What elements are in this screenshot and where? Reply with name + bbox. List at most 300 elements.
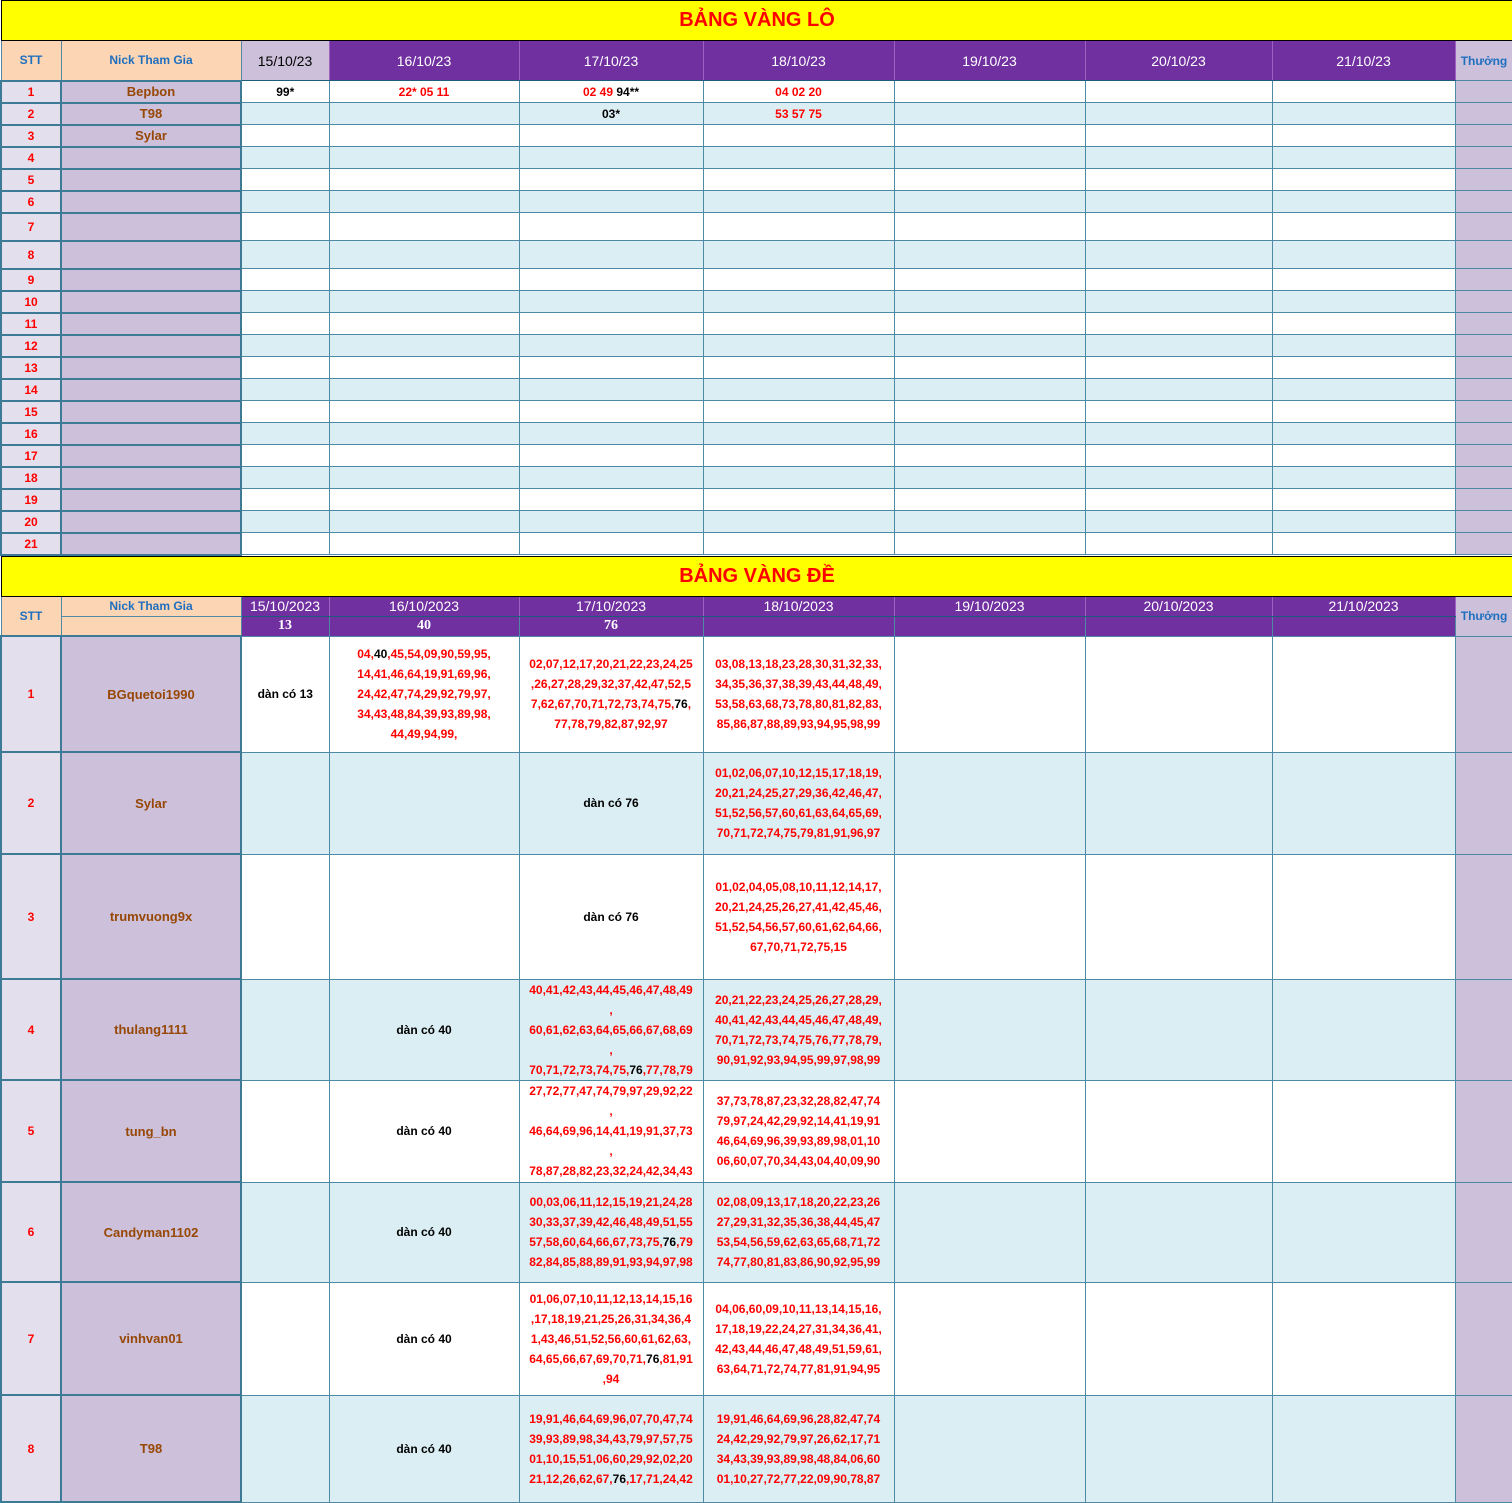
lo-day-cell[interactable] — [703, 533, 894, 555]
lo-stt-cell: 12 — [1, 335, 61, 357]
lo-day-cell[interactable] — [894, 103, 1085, 125]
de-day-cell[interactable] — [241, 854, 329, 979]
lo-day-cell[interactable] — [241, 533, 329, 555]
de-day-cell[interactable] — [329, 752, 519, 854]
lo-day-cell[interactable] — [519, 147, 703, 169]
lo-day-cell[interactable] — [1272, 81, 1455, 103]
lo-day-cell[interactable] — [1272, 313, 1455, 335]
lo-nick-cell[interactable] — [61, 379, 241, 401]
lo-day-cell[interactable] — [894, 467, 1085, 489]
de-day-cell[interactable] — [329, 854, 519, 979]
lo-day-cell[interactable] — [241, 291, 329, 313]
lo-day-cell[interactable] — [329, 169, 519, 191]
lo-day-cell[interactable] — [1085, 489, 1272, 511]
de-day-cell[interactable] — [1272, 979, 1455, 1080]
lo-day-cell[interactable] — [703, 125, 894, 147]
de-day-cell[interactable] — [703, 752, 894, 854]
lo-thuong-cell[interactable] — [1455, 511, 1512, 533]
lo-nick-cell[interactable] — [61, 291, 241, 313]
lo-row — [1, 489, 1512, 511]
de-header-date: 16/10/2023 — [329, 596, 519, 616]
lo-day-cell[interactable] — [894, 335, 1085, 357]
cell-text: 57,58,60,64,66,67,73,75, — [529, 1235, 662, 1249]
lo-thuong-cell[interactable] — [1455, 313, 1512, 335]
de-day-cell[interactable] — [1272, 1282, 1455, 1395]
de-thuong-cell[interactable] — [1455, 636, 1512, 752]
lo-day-cell[interactable] — [703, 445, 894, 467]
de-thuong-cell[interactable] — [1455, 752, 1512, 854]
lo-day-cell[interactable] — [703, 357, 894, 379]
lo-nick-cell[interactable] — [61, 357, 241, 379]
lo-day-cell[interactable] — [894, 147, 1085, 169]
lo-nick-cell[interactable] — [61, 445, 241, 467]
de-thuong-cell[interactable] — [1455, 1182, 1512, 1282]
de-day-cell[interactable] — [519, 1080, 703, 1182]
lo-day-cell[interactable] — [519, 191, 703, 213]
lo-day-cell[interactable] — [703, 401, 894, 423]
lo-day-cell[interactable] — [1272, 291, 1455, 313]
lo-day-cell[interactable] — [1272, 191, 1455, 213]
lo-day-cell[interactable] — [1085, 357, 1272, 379]
de-nick-cell[interactable]: T98 — [61, 1395, 241, 1502]
de-nick-cell[interactable]: BGquetoi1990 — [61, 636, 241, 752]
lo-day-cell[interactable] — [703, 81, 894, 103]
lo-day-cell[interactable] — [1272, 379, 1455, 401]
lo-nick-cell[interactable] — [61, 489, 241, 511]
lo-day-cell[interactable] — [703, 379, 894, 401]
lo-day-cell[interactable] — [894, 81, 1085, 103]
de-thuong-cell[interactable] — [1455, 1395, 1512, 1502]
lo-day-cell[interactable] — [241, 313, 329, 335]
lo-day-cell[interactable] — [894, 125, 1085, 147]
lo-thuong-cell[interactable] — [1455, 147, 1512, 169]
lo-day-cell[interactable] — [703, 291, 894, 313]
lo-nick-cell[interactable] — [61, 169, 241, 191]
lo-thuong-cell[interactable] — [1455, 445, 1512, 467]
lo-nick-cell[interactable] — [61, 533, 241, 555]
de-day-cell[interactable] — [1085, 636, 1272, 752]
de-day-cell[interactable] — [519, 1395, 703, 1502]
de-row — [1, 979, 1512, 1080]
lo-day-cell[interactable] — [1085, 147, 1272, 169]
lo-thuong-cell[interactable] — [1455, 213, 1512, 241]
lo-day-cell[interactable] — [1085, 269, 1272, 291]
lo-stt-cell: 10 — [1, 291, 61, 313]
lo-day-cell[interactable] — [1272, 103, 1455, 125]
lo-day-cell[interactable] — [329, 213, 519, 241]
lo-day-cell[interactable] — [1272, 467, 1455, 489]
lo-day-cell[interactable] — [703, 269, 894, 291]
lo-nick-cell[interactable] — [61, 241, 241, 269]
de-day-cell[interactable] — [241, 979, 329, 1080]
lo-day-cell[interactable] — [329, 147, 519, 169]
lo-day-cell[interactable] — [894, 241, 1085, 269]
de-day-cell[interactable] — [241, 1080, 329, 1182]
de-day-cell[interactable] — [1085, 1282, 1272, 1395]
lo-day-cell[interactable] — [1085, 169, 1272, 191]
cell-text: 27,72,77,47,74,79,97,29,92,22 — [529, 1084, 692, 1098]
de-day-cell[interactable] — [1272, 1182, 1455, 1282]
lo-thuong-cell[interactable] — [1455, 269, 1512, 291]
lo-day-cell[interactable] — [519, 81, 703, 103]
lo-day-cell[interactable] — [519, 103, 703, 125]
lo-day-cell[interactable] — [519, 125, 703, 147]
de-nick-cell[interactable]: tung_bn — [61, 1080, 241, 1182]
lo-row — [1, 125, 1512, 147]
cell-text: 40 — [374, 647, 387, 661]
cell-text: 27,29,31,32,35,36,38,44,45,47 — [717, 1215, 880, 1229]
lo-day-cell[interactable] — [1272, 147, 1455, 169]
lo-day-cell[interactable] — [1085, 81, 1272, 103]
lo-day-cell[interactable] — [241, 81, 329, 103]
lo-day-cell[interactable] — [1272, 169, 1455, 191]
lo-day-cell[interactable] — [329, 357, 519, 379]
lo-day-cell[interactable] — [894, 379, 1085, 401]
de-day-cell[interactable] — [894, 1282, 1085, 1395]
de-day-cell[interactable] — [241, 1182, 329, 1282]
lo-day-cell[interactable] — [329, 241, 519, 269]
lo-thuong-cell[interactable] — [1455, 291, 1512, 313]
lo-day-cell[interactable] — [241, 191, 329, 213]
cell-text: 67,70,71,72,75,15 — [750, 940, 847, 954]
lo-day-cell[interactable] — [241, 169, 329, 191]
lo-day-cell[interactable] — [703, 213, 894, 241]
de-day-cell[interactable] — [329, 1080, 519, 1182]
lo-day-cell[interactable] — [1085, 423, 1272, 445]
de-header-nick: Nick Tham Gia — [61, 596, 241, 616]
lo-row — [1, 213, 1512, 241]
lo-day-cell[interactable] — [1085, 213, 1272, 241]
lo-day-cell[interactable] — [519, 423, 703, 445]
de-result-value — [894, 616, 1085, 636]
de-day-cell[interactable] — [519, 854, 703, 979]
lo-day-cell[interactable] — [703, 489, 894, 511]
lo-day-cell[interactable] — [519, 379, 703, 401]
de-result-value — [1085, 616, 1272, 636]
de-day-cell[interactable] — [1272, 1395, 1455, 1502]
lo-day-cell[interactable] — [703, 313, 894, 335]
lo-day-cell[interactable] — [329, 489, 519, 511]
de-day-cell[interactable] — [703, 1395, 894, 1502]
de-day-cell[interactable] — [519, 1282, 703, 1395]
lo-day-cell[interactable] — [1085, 533, 1272, 555]
lo-day-cell[interactable] — [329, 125, 519, 147]
de-day-cell[interactable] — [894, 636, 1085, 752]
lo-row — [1, 191, 1512, 213]
de-day-cell[interactable] — [1085, 752, 1272, 854]
lo-day-cell[interactable] — [329, 401, 519, 423]
lo-day-cell[interactable] — [241, 335, 329, 357]
lo-nick-cell[interactable] — [61, 191, 241, 213]
lo-header-date: 16/10/23 — [329, 41, 519, 81]
lo-day-cell[interactable] — [329, 533, 519, 555]
de-nick-cell[interactable]: Sylar — [61, 752, 241, 854]
lo-day-cell[interactable] — [894, 423, 1085, 445]
lo-day-cell[interactable] — [329, 269, 519, 291]
de-day-cell[interactable] — [703, 979, 894, 1080]
cell-text: 02,08,09,13,17,18,20,22,23,26 — [717, 1195, 880, 1209]
de-thuong-cell[interactable] — [1455, 1080, 1512, 1182]
cell-text: 19,91,46,64,69,96,28,82,47,74 — [717, 1412, 880, 1426]
lo-day-cell[interactable] — [519, 489, 703, 511]
de-thuong-cell[interactable] — [1455, 979, 1512, 1080]
lo-day-cell[interactable] — [894, 213, 1085, 241]
lo-nick-cell[interactable]: Sylar — [61, 125, 241, 147]
lo-day-cell[interactable] — [703, 423, 894, 445]
lo-day-cell[interactable] — [519, 401, 703, 423]
de-day-cell[interactable] — [1085, 1080, 1272, 1182]
lo-day-cell[interactable] — [703, 335, 894, 357]
lo-nick-cell[interactable] — [61, 313, 241, 335]
lo-thuong-cell[interactable] — [1455, 401, 1512, 423]
lo-stt-cell: 4 — [1, 147, 61, 169]
de-day-cell[interactable] — [329, 1395, 519, 1502]
lo-day-cell[interactable] — [894, 401, 1085, 423]
lo-day-cell[interactable] — [1272, 357, 1455, 379]
lo-day-cell[interactable] — [241, 489, 329, 511]
cell-text: ,17,71,24,42 — [626, 1472, 693, 1486]
lo-day-cell[interactable] — [1085, 511, 1272, 533]
lo-day-cell[interactable] — [894, 291, 1085, 313]
de-header-date: 15/10/2023 — [241, 596, 329, 616]
cell-text: 01,02,04,05,08,10,11,12,14,17, — [715, 880, 881, 894]
lo-thuong-cell[interactable] — [1455, 357, 1512, 379]
lo-day-cell[interactable] — [519, 313, 703, 335]
lo-day-cell[interactable] — [894, 269, 1085, 291]
lo-nick-cell[interactable]: Bepbon — [61, 81, 241, 103]
de-result-value: 76 — [519, 616, 703, 636]
lo-day-cell[interactable] — [894, 533, 1085, 555]
lo-thuong-cell[interactable] — [1455, 241, 1512, 269]
lo-day-cell[interactable] — [241, 147, 329, 169]
cell-text: 82,84,85,88,89,91,93,94,97,98 — [529, 1255, 692, 1269]
lo-day-cell[interactable] — [703, 147, 894, 169]
lo-day-cell[interactable] — [329, 445, 519, 467]
de-nick-cell[interactable]: trumvuong9x — [61, 854, 241, 979]
lo-nick-cell[interactable] — [61, 423, 241, 445]
lo-day-cell[interactable] — [329, 291, 519, 313]
de-day-cell[interactable] — [329, 1182, 519, 1282]
lo-day-cell[interactable] — [894, 445, 1085, 467]
de-day-cell[interactable] — [1085, 1182, 1272, 1282]
cell-text: 79,97,24,42,29,92,14,41,19,91 — [717, 1114, 880, 1128]
de-day-cell[interactable] — [894, 1182, 1085, 1282]
lo-day-cell[interactable] — [1085, 445, 1272, 467]
lo-nick-cell[interactable]: T98 — [61, 103, 241, 125]
lo-day-cell[interactable] — [1272, 423, 1455, 445]
de-day-cell[interactable] — [1272, 752, 1455, 854]
lo-day-cell[interactable] — [1085, 335, 1272, 357]
de-nick-cell[interactable]: thulang1111 — [61, 979, 241, 1080]
de-day-cell[interactable] — [241, 636, 329, 752]
lo-thuong-cell[interactable] — [1455, 103, 1512, 125]
de-day-cell[interactable] — [703, 1182, 894, 1282]
lo-day-cell[interactable] — [1085, 103, 1272, 125]
lo-day-cell[interactable] — [1272, 241, 1455, 269]
de-day-cell[interactable] — [894, 854, 1085, 979]
lo-day-cell[interactable] — [329, 81, 519, 103]
de-day-cell[interactable] — [703, 636, 894, 752]
lo-thuong-cell[interactable] — [1455, 81, 1512, 103]
lo-day-cell[interactable] — [241, 241, 329, 269]
bang-vang-lo-table — [0, 0, 1512, 556]
lo-row — [1, 313, 1512, 335]
de-result-row — [1, 616, 1512, 636]
lo-thuong-cell[interactable] — [1455, 489, 1512, 511]
lo-day-cell[interactable] — [241, 213, 329, 241]
lo-stt-cell: 15 — [1, 401, 61, 423]
de-row — [1, 1395, 1512, 1502]
lo-day-cell[interactable] — [241, 269, 329, 291]
lo-day-cell[interactable] — [1272, 511, 1455, 533]
lo-thuong-cell[interactable] — [1455, 125, 1512, 147]
lo-day-cell[interactable] — [241, 103, 329, 125]
lo-day-cell[interactable] — [1272, 335, 1455, 357]
lo-day-cell[interactable] — [519, 445, 703, 467]
lo-day-cell[interactable] — [329, 103, 519, 125]
lo-thuong-cell[interactable] — [1455, 423, 1512, 445]
lo-day-cell[interactable] — [703, 467, 894, 489]
de-day-cell[interactable] — [703, 854, 894, 979]
de-day-cell[interactable] — [1272, 854, 1455, 979]
lo-day-cell[interactable] — [703, 511, 894, 533]
de-day-cell[interactable] — [894, 1395, 1085, 1502]
lo-nick-cell[interactable] — [61, 335, 241, 357]
de-nick-cell[interactable]: Candyman1102 — [61, 1182, 241, 1282]
lo-day-cell[interactable] — [894, 511, 1085, 533]
lo-nick-cell[interactable] — [61, 147, 241, 169]
lo-day-cell[interactable] — [1272, 269, 1455, 291]
lo-day-cell[interactable] — [241, 357, 329, 379]
lo-day-cell[interactable] — [329, 313, 519, 335]
lo-day-cell[interactable] — [329, 423, 519, 445]
lo-day-cell[interactable] — [241, 467, 329, 489]
lo-day-cell[interactable] — [894, 169, 1085, 191]
cell-text: 51,52,56,57,60,61,63,64,65,69, — [715, 806, 882, 820]
de-day-cell[interactable] — [519, 752, 703, 854]
lo-thuong-cell[interactable] — [1455, 467, 1512, 489]
lo-day-cell[interactable] — [241, 125, 329, 147]
de-nick-cell[interactable]: vinhvan01 — [61, 1282, 241, 1395]
lo-day-cell[interactable] — [329, 467, 519, 489]
lo-day-cell[interactable] — [519, 335, 703, 357]
lo-nick-cell[interactable] — [61, 467, 241, 489]
lo-day-cell[interactable] — [1272, 533, 1455, 555]
de-day-cell[interactable] — [241, 1395, 329, 1502]
lo-day-cell[interactable] — [241, 511, 329, 533]
lo-day-cell[interactable] — [703, 103, 894, 125]
lo-nick-cell[interactable] — [61, 511, 241, 533]
lo-day-cell[interactable] — [1272, 489, 1455, 511]
lo-day-cell[interactable] — [241, 445, 329, 467]
lo-day-cell[interactable] — [519, 269, 703, 291]
cell-text: 34,43,39,93,89,98,48,84,06,60 — [717, 1452, 880, 1466]
de-day-cell[interactable] — [329, 1282, 519, 1395]
de-day-cell[interactable] — [894, 752, 1085, 854]
lo-day-cell[interactable] — [329, 511, 519, 533]
de-day-cell[interactable] — [894, 979, 1085, 1080]
lo-day-cell[interactable] — [1085, 241, 1272, 269]
lo-thuong-cell[interactable] — [1455, 169, 1512, 191]
lo-day-cell[interactable] — [519, 533, 703, 555]
de-day-cell[interactable] — [703, 1282, 894, 1395]
cell-text: 77,78,79,82,87,92,97 — [554, 717, 667, 731]
lo-day-cell[interactable] — [329, 379, 519, 401]
lo-day-cell[interactable] — [894, 313, 1085, 335]
de-day-cell[interactable] — [703, 1080, 894, 1182]
lo-day-cell[interactable] — [241, 401, 329, 423]
lo-day-cell[interactable] — [894, 489, 1085, 511]
cell-text: 22* 05 11 — [399, 85, 450, 99]
lo-day-cell[interactable] — [1272, 125, 1455, 147]
lo-day-cell[interactable] — [703, 169, 894, 191]
lo-thuong-cell[interactable] — [1455, 335, 1512, 357]
lo-day-cell[interactable] — [519, 511, 703, 533]
de-day-cell[interactable] — [1272, 636, 1455, 752]
lo-day-cell[interactable] — [703, 241, 894, 269]
lo-day-cell[interactable] — [1085, 191, 1272, 213]
lo-day-cell[interactable] — [519, 357, 703, 379]
lo-day-cell[interactable] — [241, 379, 329, 401]
lo-day-cell[interactable] — [519, 213, 703, 241]
lo-day-cell[interactable] — [329, 335, 519, 357]
lo-day-cell[interactable] — [1272, 445, 1455, 467]
de-day-cell[interactable] — [1085, 854, 1272, 979]
de-day-cell[interactable] — [241, 1282, 329, 1395]
lo-day-cell[interactable] — [1085, 401, 1272, 423]
lo-day-cell[interactable] — [1085, 467, 1272, 489]
lo-thuong-cell[interactable] — [1455, 191, 1512, 213]
lo-day-cell[interactable] — [1085, 313, 1272, 335]
de-day-cell[interactable] — [519, 1182, 703, 1282]
de-thuong-cell[interactable] — [1455, 854, 1512, 979]
lo-thuong-cell[interactable] — [1455, 533, 1512, 555]
lo-day-cell[interactable] — [519, 241, 703, 269]
cell-text: 01,10,15,51,06,60,29,92,02,20 — [529, 1452, 692, 1466]
lo-day-cell[interactable] — [329, 191, 519, 213]
de-day-cell[interactable] — [519, 979, 703, 1080]
lo-day-cell[interactable] — [1085, 125, 1272, 147]
lo-nick-cell[interactable] — [61, 213, 241, 241]
lo-day-cell[interactable] — [1085, 291, 1272, 313]
lo-day-cell[interactable] — [894, 191, 1085, 213]
de-day-cell[interactable] — [329, 979, 519, 1080]
lo-day-cell[interactable] — [1085, 379, 1272, 401]
lo-day-cell[interactable] — [1272, 401, 1455, 423]
de-day-cell[interactable] — [329, 636, 519, 752]
lo-header-date: 20/10/23 — [1085, 41, 1272, 81]
de-day-cell[interactable] — [241, 752, 329, 854]
lo-day-cell[interactable] — [703, 191, 894, 213]
lo-day-cell[interactable] — [894, 357, 1085, 379]
lo-day-cell[interactable] — [241, 423, 329, 445]
lo-nick-cell[interactable] — [61, 269, 241, 291]
lo-day-cell[interactable] — [1272, 213, 1455, 241]
de-day-cell[interactable] — [894, 1080, 1085, 1182]
de-day-cell[interactable] — [1085, 1395, 1272, 1502]
de-day-cell[interactable] — [1085, 979, 1272, 1080]
de-day-cell[interactable] — [1272, 1080, 1455, 1182]
lo-thuong-cell[interactable] — [1455, 379, 1512, 401]
cell-text: 01,02,06,07,10,12,15,17,18,19, — [715, 766, 882, 780]
lo-day-cell[interactable] — [519, 467, 703, 489]
de-thuong-cell[interactable] — [1455, 1282, 1512, 1395]
lo-day-cell[interactable] — [519, 169, 703, 191]
de-day-cell[interactable] — [519, 636, 703, 752]
lo-nick-cell[interactable] — [61, 401, 241, 423]
cell-text: 76 — [629, 1063, 642, 1077]
lo-day-cell[interactable] — [519, 291, 703, 313]
